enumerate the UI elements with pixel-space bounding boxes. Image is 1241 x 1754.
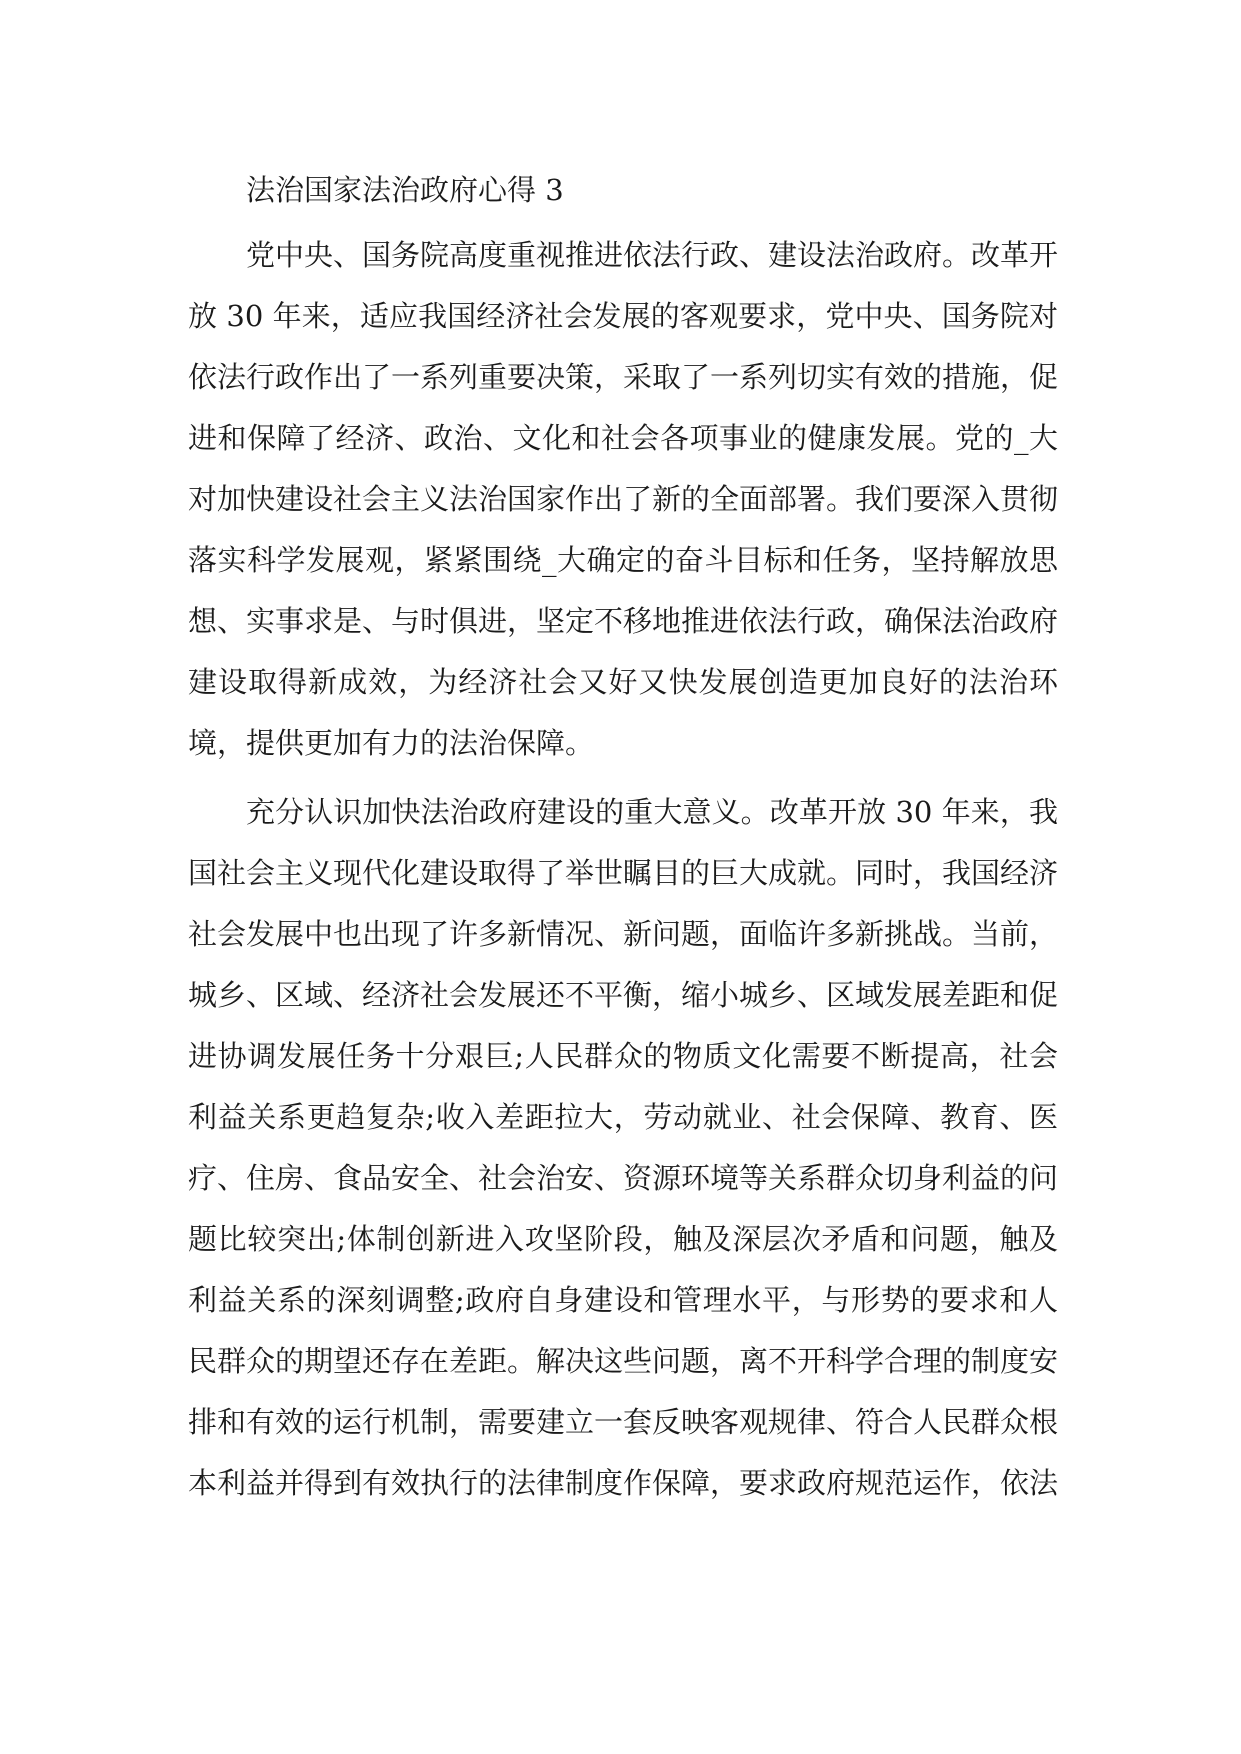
paragraph-2: 充分认识加快法治政府建设的重大意义。改革开放 30 年来，我国社会主义现代化建设取得了举世瞩目的巨大成就。同时，我国经济社会发展中也出现了许多新情况、新问题，面临许多新挑战。当前，城乡、区域、经济社会发展还不平衡，缩小城乡、区域发展差距和促进协调发展任务十分艰巨;人民群众的物质文化需要不断提高，社会利益关系更趋复杂;收入差距拉大，劳动就业、社会保障、教育、医疗、住房、食品安全、社会治安、资源环境等关系群众切身利益的问题比较突出;体制创新进入攻坚阶段，触及深层次矛盾和问题，触及利益关系的深刻调整;政府自身建设和管理水平，与形势的要求和人民群众的期望还存在差距。解决这些问题，离不开科学合理的制度安排和有效的运行机制，需要建立一套反映客观规律、符合人民群众根本利益并得到有效执行的法律制度作保障，要求政府规范运作，依法 bbox=[188, 795, 1059, 1500]
paragraph-1: 党中央、国务院高度重视推进依法行政、建设法治政府。改革开放 30 年来，适应我国经济社会发展的客观要求，党中央、国务院对依法行政作出了一系列重要决策，采取了一系列切实有效的措施，促进和保障了经济、政治、文化和社会各项事业的健康发展。党的_大对加快建设社会主义法治国家作出了新的全面部署。我们要深入贯彻落实科学发展观，紧紧围绕_大确定的奋斗目标和任务，坚持解放思想、实事求是、与时俱进，坚定不移地推进依法行政，确保法治政府建设取得新成效，为经济社会又好又快发展创造更加良好的法治环境，提供更加有力的法治保障。 bbox=[188, 238, 1059, 760]
document-title: 法治国家法治政府心得 3 bbox=[246, 173, 564, 207]
document-body bbox=[188, 160, 1058, 1522]
